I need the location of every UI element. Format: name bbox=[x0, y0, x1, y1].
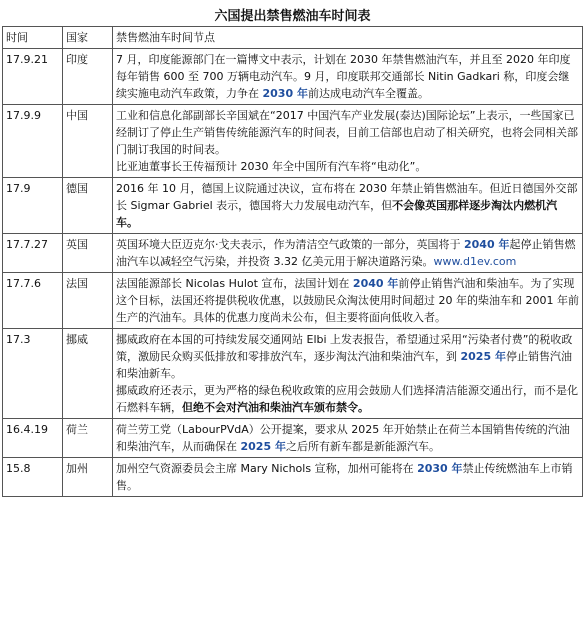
highlight-year: 2040 年 bbox=[464, 238, 510, 251]
event-text: 前停止销售汽油和柴油车。为了实现这个目标，法国还将提供税收优惠，以鼓励民众淘汰使用时间超过 20 年的柴油车和 2001 年前生产的汽油车。具体的优惠力度尚未公布，但主要将面向低收入者。 bbox=[116, 277, 579, 324]
header-country: 国家 bbox=[63, 27, 113, 49]
header-row bbox=[3, 27, 583, 49]
table-row bbox=[3, 178, 583, 234]
highlight-year: 2040 年 bbox=[352, 277, 399, 290]
bold-statement: 不会像英国那样逐步淘汰内燃机汽车。 bbox=[116, 199, 558, 229]
highlight-year: 2030 年 bbox=[417, 462, 463, 475]
row-event bbox=[113, 329, 583, 419]
event-text: 英国环境大臣迈克尔·戈夫表示，作为清洁空气政策的一部分，英国将于 bbox=[116, 238, 464, 251]
row-country: 印度 bbox=[63, 49, 113, 105]
header-time: 时间 bbox=[3, 27, 63, 49]
table-row bbox=[3, 234, 583, 273]
row-event bbox=[113, 49, 583, 105]
row-event bbox=[113, 105, 583, 178]
header-event: 禁售燃油车时间节点 bbox=[113, 27, 583, 49]
row-country: 中国 bbox=[63, 105, 113, 178]
source-link[interactable]: www.d1ev.com bbox=[433, 255, 517, 268]
row-time: 17.7.27 bbox=[3, 234, 63, 273]
table-row bbox=[3, 419, 583, 458]
row-time: 17.9.9 bbox=[3, 105, 63, 178]
highlight-year: 2025 年 bbox=[460, 350, 506, 363]
event-paragraph bbox=[116, 331, 579, 382]
event-text: 2016 年 10 月，德国上议院通过决议，宣布将在 2030 年禁止销售燃油车。但近日德国外交部长 Sigmar Gabriel 表示，德国将大力发展电动汽车，但 bbox=[116, 182, 578, 212]
row-country: 挪威 bbox=[63, 329, 113, 419]
event-paragraph: 工业和信息化部副部长辛国斌在“2017 中国汽车产业发展(泰达)国际论坛”上表示，一些国家已经制订了停止生产销售传统能源汽车的时间表，目前工信部也启动了相关研究，也将会同相关部门制订我国的时间表。 bbox=[116, 109, 578, 156]
row-time: 16.4.19 bbox=[3, 419, 63, 458]
row-event bbox=[113, 234, 583, 273]
row-event bbox=[113, 178, 583, 234]
bold-statement: 但绝不会对汽油和柴油汽车颁布禁令。 bbox=[182, 401, 369, 414]
event-text: 7 月，印度能源部门在一篇博文中表示，计划在 2030 年禁售燃油汽车，并且至 2020 年印度每年销售 600 至 700 万辆电动汽车。9 月，印度联邦交通部长 Nitin Gadkari 称，印度会继续实施电动汽车政策，力争在 bbox=[116, 53, 571, 100]
table-row bbox=[3, 105, 583, 178]
ban-timeline-table bbox=[2, 26, 583, 497]
event-text: 挪威政府在本国的可持续发展交通网站 Elbi 上发表报告，希望通过采用“污染者付费”的税收政策，激励民众购买低排放和零排放汽车，逐步淘汰汽油和柴油汽车，到 bbox=[116, 333, 573, 363]
event-text: 法国能源部长 Nicolas Hulot 宣布，法国计划在 bbox=[116, 277, 353, 290]
highlight-year: 2030 年 bbox=[262, 87, 308, 100]
event-text: 加州空气资源委员会主席 Mary Nichols 宣称，加州可能将在 bbox=[116, 462, 418, 475]
event-text: 前达成电动汽车全覆盖。 bbox=[307, 87, 429, 100]
event-text: 之后所有新车都是新能源汽车。 bbox=[285, 440, 440, 453]
event-text: 禁止传统燃油车上市销售。 bbox=[116, 462, 573, 492]
row-event bbox=[113, 458, 583, 497]
row-country: 英国 bbox=[63, 234, 113, 273]
row-country: 法国 bbox=[63, 273, 113, 329]
table-title: 六国提出禁售燃油车时间表 bbox=[214, 9, 371, 24]
event-paragraph bbox=[116, 382, 579, 416]
row-time: 17.9 bbox=[3, 178, 63, 234]
row-time: 17.3 bbox=[3, 329, 63, 419]
row-country: 荷兰 bbox=[63, 419, 113, 458]
table-row bbox=[3, 49, 583, 105]
event-text: 挪威政府还表示，更为严格的绿色税收政策的应用会鼓励人们选择清洁能源交通出行，而不是化石燃料车辆， bbox=[116, 384, 578, 414]
row-event bbox=[113, 419, 583, 458]
event-text: 起停止销售燃油汽车以减轻空气污染，并投资 3.32 亿美元用于解决道路污染。 bbox=[116, 238, 576, 268]
row-event bbox=[113, 273, 583, 329]
row-country: 加州 bbox=[63, 458, 113, 497]
table-row bbox=[3, 329, 583, 419]
event-text: 荷兰劳工党（LabourPVdA）公开提案，要求从 2025 年开始禁止在荷兰本国销售传统的汽油和柴油汽车，从而确保在 bbox=[116, 423, 570, 453]
table-row bbox=[3, 273, 583, 329]
event-paragraph: 比亚迪董事长王传福预计 2030 年全中国所有汽车将“电动化”。 bbox=[116, 160, 427, 173]
row-time: 15.8 bbox=[3, 458, 63, 497]
row-time: 17.7.6 bbox=[3, 273, 63, 329]
table-row bbox=[3, 458, 583, 497]
row-country: 德国 bbox=[63, 178, 113, 234]
event-text: 停止销售汽油和柴油新车。 bbox=[116, 350, 572, 380]
row-time: 17.9.21 bbox=[3, 49, 63, 105]
highlight-year: 2025 年 bbox=[240, 440, 286, 453]
